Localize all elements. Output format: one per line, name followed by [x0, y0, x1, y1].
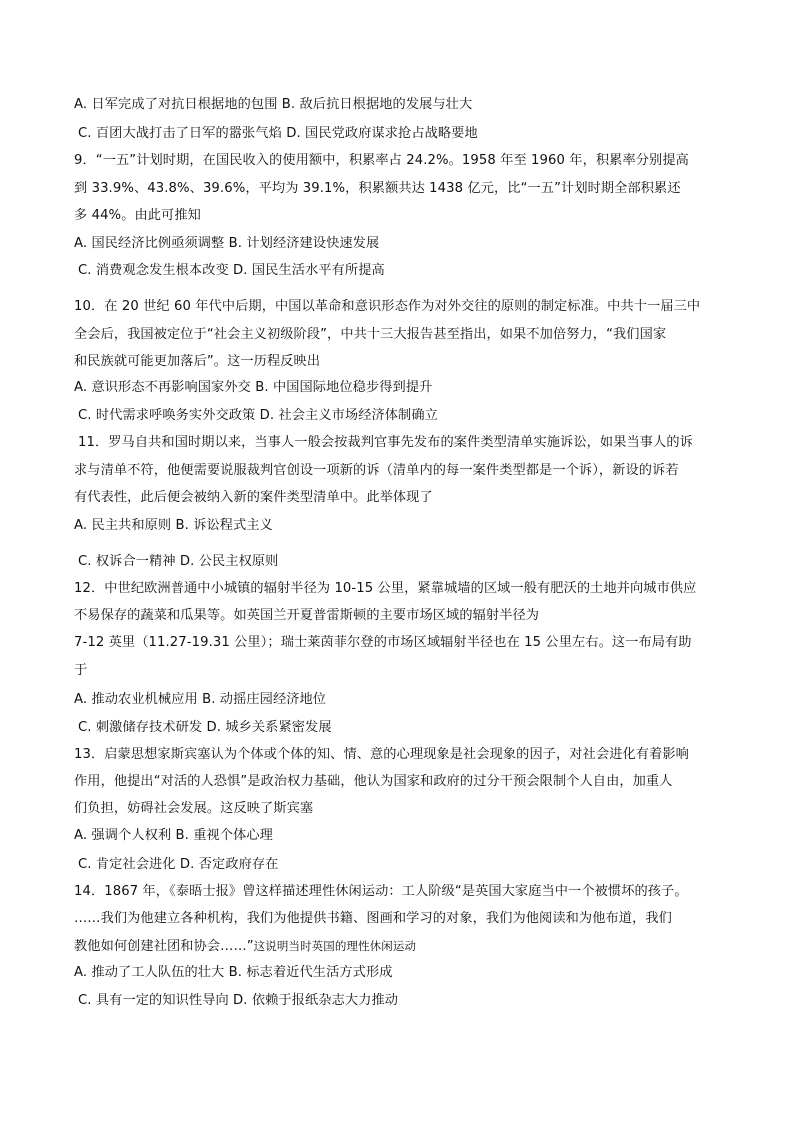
q11-options-cd: C. 权诉合一精神 D. 公民主权原则 [78, 554, 279, 569]
q8-options-ab: A. 日军完成了对抗日根据地的包围 B. 敌后抗日根据地的发展与壮大 [74, 97, 473, 112]
q10-options-cd: C. 时代需求呼唤务实外交政策 D. 社会主义市场经济体制确立 [78, 408, 438, 423]
q11-stem-line-1: 11．罗马自共和国时期以来，当事人一般会按裁判官事先发布的案件类型清单实施诉讼，如果当事人的诉 [78, 435, 693, 450]
q11-stem-line-2: 求与清单不符，他便需要说服裁判官创设一项新的诉（清单内的每一案件类型都是一个诉），新设的诉若 [74, 463, 679, 478]
q10-options-ab: A. 意识形态不再影响国家外交 B. 中国国际地位稳步得到提升 [74, 380, 433, 395]
q9-options-ab: A. 国民经济比例亟须调整 B. 计划经济建设快速发展 [74, 236, 380, 251]
q14-stem-line-2: ……我们为他建立各种机构，我们为他提供书籍、图画和学习的对象，我们为他阅读和为他布道，我们 [74, 911, 672, 926]
q10-stem-line-3: 和民族就可能更加落后”。这一历程反映出 [74, 354, 321, 369]
q10-stem-line-1: 10．在 20 世纪 60 年代中后期，中国以革命和意识形态作为对外交往的原则的制定标准。中共十一届三中 [74, 299, 701, 314]
q12-stem-line-2: 不易保存的蔬菜和瓜果等。如英国兰开夏普雷斯顿的主要市场区域的辐射半径为 [74, 608, 540, 623]
q14-stem-line-1: 14．1867 年，《泰晤士报》曾这样描述理性休闲运动：工人阶级“是英国大家庭当中一个被惯坏的孩子。 [74, 884, 688, 899]
q10-stem-line-2: 全会后，我国被定位于“社会主义初级阶段”，中共十三大报告甚至指出，如果不加倍努力，“我们国家 [74, 327, 667, 342]
q9-stem-line-1: 9．“一五”计划时期，在国民收入的使用额中，积累率占 24.2%。1958 年至 1960 年，积累率分别提高 [74, 153, 689, 168]
q11-options-ab: A. 民主共和原则 B. 诉讼程式主义 [74, 518, 273, 533]
q13-options-ab: A. 强调个人权利 B. 重视个体心理 [74, 828, 273, 843]
q8-options-cd: C. 百团大战打击了日军的嚣张气焰 D. 国民党政府谋求抢占战略要地 [78, 126, 478, 141]
q13-options-cd: C. 肯定社会进化 D. 否定政府存在 [78, 857, 279, 872]
q13-stem-line-1: 13．启蒙思想家斯宾塞认为个体或个体的知、情、意的心理现象是社会现象的因子，对社会进化有着影响 [74, 747, 689, 762]
q13-stem-line-3: 们负担，妨碍社会发展。这反映了斯宾塞 [74, 801, 314, 816]
q13-stem-line-2: 作用，他提出“对活的人恐惧”是政治权力基础，他认为国家和政府的过分干预会限制个人自由，加重人 [74, 774, 673, 789]
q9-stem-line-3: 多 44%。由此可推知 [74, 208, 201, 223]
q14-stem-line-3 [74, 937, 733, 956]
q9-stem-line-2: 到 33.9%、43.8%、39.6%，平均为 39.1%，积累额共达 1438 亿元，比“一五”计划时期全部积累还 [74, 181, 681, 196]
q9-options-cd: C. 消费观念发生根本改变 D. 国民生活水平有所提高 [78, 263, 385, 278]
q14-stem-line-3-main: 教他如何创建社团和协会……” [74, 939, 254, 954]
q12-options-cd: C. 刺激储存技术研发 D. 城乡关系紧密发展 [78, 720, 332, 735]
q12-stem-line-4: 于 [74, 663, 88, 678]
q11-stem-line-3: 有代表性，此后便会被纳入新的案件类型清单中。此举体现了 [74, 490, 433, 505]
q14-options-cd: C. 具有一定的知识性导向 D. 依赖于报纸杂志大力推动 [78, 993, 399, 1008]
q12-stem-line-1: 12．中世纪欧洲普通中小城镇的辐射半径为 10-15 公里，紧靠城墙的区域一般有肥沃的土地并向城市供应 [74, 581, 697, 596]
q12-options-ab: A. 推动农业机械应用 B. 动摇庄园经济地位 [74, 692, 327, 707]
q14-stem-line-3-tail: 这说明当时英国的理性休闲运动 [253, 939, 417, 953]
q14-options-ab: A. 推动了工人队伍的壮大 B. 标志着近代生活方式形成 [74, 965, 393, 980]
q12-stem-line-3: 7-12 英里（11.27-19.31 公里）；瑞士莱茵菲尔登的市场区域辐射半径也在 15 公里左右。这一布局有助 [74, 635, 692, 650]
